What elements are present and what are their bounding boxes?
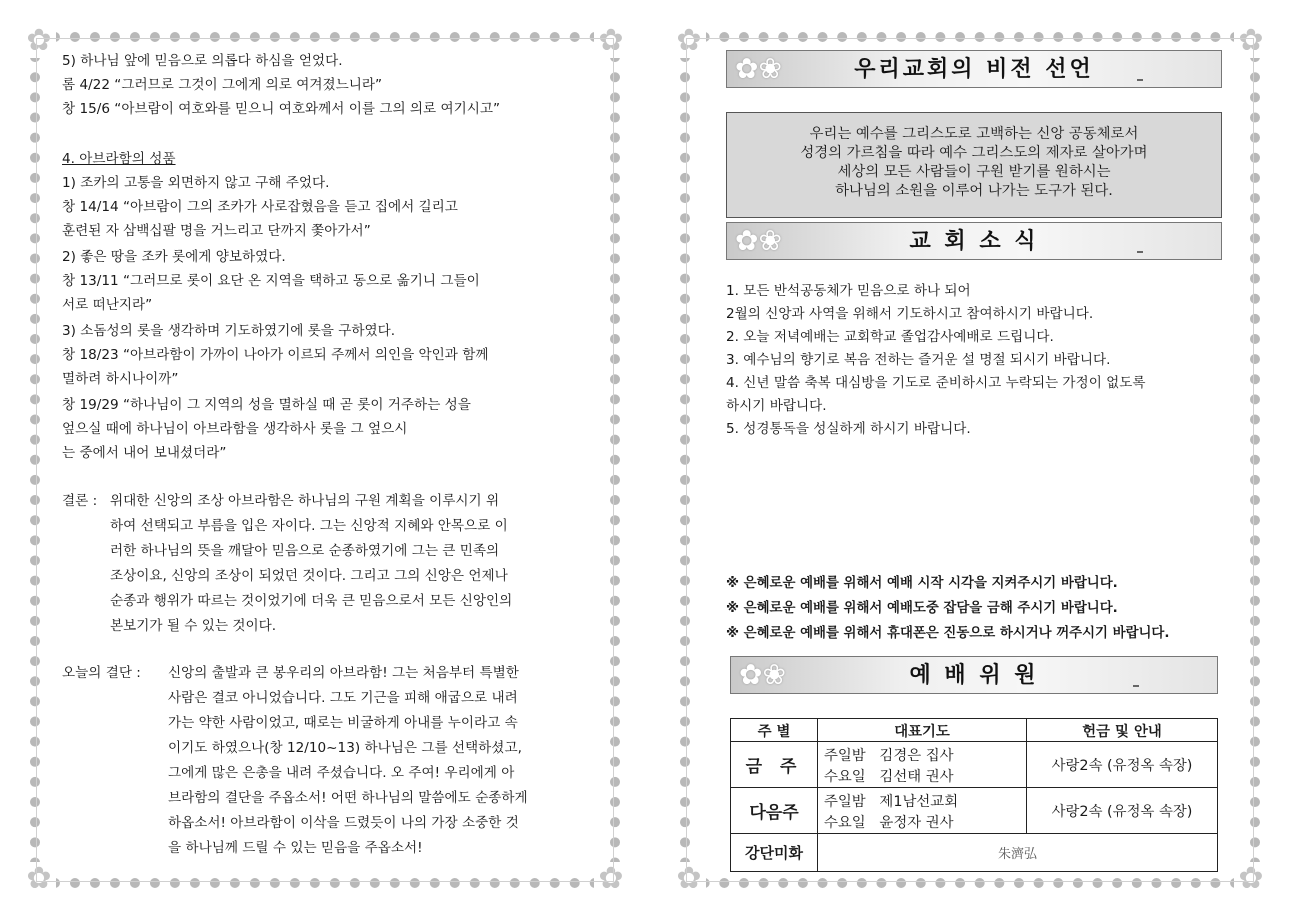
text-line: 서로 떠난지라”	[62, 297, 153, 313]
notice-line: ※ 은혜로운 예배를 위해서 예배 시작 시각을 지켜주시기 바랍니다.	[726, 576, 1118, 591]
decision-line: 그에게 많은 은총을 내려 주셨습니다. 오 주여! 우리에게 아	[168, 765, 515, 781]
table-row	[731, 834, 1218, 872]
text-line: 창 15/6 “아브람이 여호와를 믿으니 여호와께서 이를 그의 의로 여기시고”	[62, 101, 501, 117]
conclusion-line: 본보기가 될 수 있는 것이다.	[110, 618, 277, 634]
news-item: 하시기 바랍니다.	[726, 398, 827, 414]
news-title: 교 회 소 식	[909, 229, 1039, 254]
decision-line: 신앙의 출발과 큰 봉우리의 아브라함! 그는 처음부터 특별한	[168, 665, 519, 681]
news-item: 2월의 신앙과 사역을 위해서 기도하시고 참여하시기 바랍니다.	[726, 306, 1094, 322]
flower-ornament-icon: ✿	[594, 24, 628, 58]
offering-cell: 사랑2속 (유정옥 속장)	[1027, 742, 1218, 788]
decision-line: 사람은 결코 아니었습니다. 그도 기근을 피해 애굽으로 내려	[168, 690, 518, 706]
text-line: 엎으실 때에 하나님이 아브라함을 생각하사 롯을 그 엎으시	[62, 421, 408, 437]
text-line: 롬 4/22 “그러므로 그것이 그에게 의로 여겨졌느니라”	[62, 77, 383, 93]
prayer-line: 주일밤 김경은 집사	[824, 747, 954, 764]
news-item: 3. 예수님의 향기로 복음 전하는 즐거운 설 명절 되시기 바랍니다.	[726, 352, 1111, 368]
conclusion-line: 조상이요, 신앙의 조상이 되었던 것이다. 그리고 그의 신앙은 언제나	[110, 568, 508, 584]
conclusion-line: 위대한 신앙의 조상 아브라함은 하나님의 구원 계획을 이루시기 위	[110, 493, 500, 509]
flower-ornament-icon: ✿	[594, 862, 628, 896]
text-line: 창 13/11 “그러므로 롯이 요단 온 지역을 택하고 동으로 옮기니 그들이	[62, 273, 480, 289]
flower-ornament-icon: ✿	[1234, 862, 1268, 896]
conclusion-line: 하여 선택되고 부름을 입은 자이다. 그는 신앙적 지혜와 안목으로 이	[110, 518, 508, 534]
prayer-line: 수요일 김선태 권사	[824, 768, 954, 785]
prayer-cell	[818, 742, 1027, 788]
daisy-icon: ✿❀	[735, 52, 782, 85]
section-heading: 4. 아브라함의 성품	[62, 151, 176, 167]
vision-statement	[726, 112, 1222, 218]
vision-banner	[726, 50, 1222, 88]
prayer-cell	[818, 788, 1027, 834]
text-line: 창 19/29 “하나님이 그 지역의 성을 멸하실 때 곧 롯이 거주하는 성을	[62, 397, 471, 413]
conclusion-line: 순종과 행위가 따르는 것이었기에 더욱 큰 믿음으로서 모든 신앙인의	[110, 593, 513, 609]
table-row	[731, 742, 1218, 788]
text-line: 훈련된 자 삼백십팔 명을 거느리고 단까지 쫓아가서”	[62, 223, 371, 239]
offering-cell: 사랑2속 (유정옥 속장)	[1027, 788, 1218, 834]
news-item: 2. 오늘 저녁예배는 교회학교 졸업감사예배로 드립니다.	[726, 329, 1054, 345]
text-line: 3) 소돔성의 롯을 생각하며 기도하였기에 롯을 구하였다.	[62, 323, 396, 339]
right-page	[676, 23, 1264, 896]
flower-ornament-icon: ✿	[1234, 24, 1268, 58]
decision-line: 이기도 하였으나(창 12/10~13) 하나님은 그를 선택하셨고,	[168, 740, 522, 756]
column-header: 헌금 및 안내	[1027, 719, 1218, 742]
vision-line: 하나님의 소원을 이루어 나가는 도구가 된다.	[835, 183, 1113, 199]
flower-label-cell: 강단미화	[731, 834, 818, 872]
decision-label: 오늘의 결단 :	[62, 665, 141, 681]
flower-ornament-icon: ✿	[672, 862, 706, 896]
week-cell: 다음주	[731, 788, 818, 834]
flower-ornament-icon: ✿	[22, 862, 56, 896]
prayer-line: 수요일 윤정자 권사	[824, 814, 954, 831]
worship-staff-table	[730, 718, 1218, 872]
news-item: 5. 성경통독을 성실하게 하시기 바랍니다.	[726, 421, 971, 437]
vision-line: 세상의 모든 사람들이 구원 받기를 원하시는	[837, 164, 1111, 180]
text-line: 5) 하나님 앞에 믿음으로 의롭다 하심을 얻었다.	[62, 53, 343, 69]
staff-title: 예 배 위 원	[909, 663, 1039, 688]
flower-ornament-icon: ✿	[672, 24, 706, 58]
daisy-icon: ✿❀	[739, 658, 786, 691]
text-line: 창 18/23 “아브라함이 가까이 나아가 이르되 주께서 의인을 악인과 함께	[62, 347, 489, 363]
text-line: 멸하려 하시나이까”	[62, 371, 179, 387]
decision-line: 브라함의 결단을 주옵소서! 어떤 하나님의 말씀에도 순종하게	[168, 790, 528, 806]
table-header-row	[731, 719, 1218, 742]
staff-banner	[730, 656, 1218, 694]
column-header: 주 별	[731, 719, 818, 742]
conclusion-line: 러한 하나님의 뜻을 깨달아 믿음으로 순종하였기에 그는 큰 민족의	[110, 543, 500, 559]
week-cell: 금 주	[731, 742, 818, 788]
flower-value-cell: 朱濟弘	[818, 834, 1218, 872]
text-line: 1) 조카의 고통을 외면하지 않고 구해 주었다.	[62, 175, 330, 191]
left-page	[26, 23, 624, 896]
text-line: 는 중에서 내어 보내셨더라”	[62, 445, 227, 461]
daisy-icon: ✿❀	[735, 224, 782, 257]
vision-line: 우리는 예수를 그리스도로 고백하는 신앙 공동체로서	[809, 126, 1139, 142]
text-line: 창 14/14 “아브람이 그의 조카가 사로잡혔음을 듣고 집에서 길리고	[62, 199, 458, 215]
prayer-line: 주일밤 제1남선교회	[824, 793, 959, 810]
vision-line: 성경의 가르침을 따라 예수 그리스도의 제자로 살아가며	[800, 145, 1148, 161]
flower-ornament-icon: ✿	[22, 24, 56, 58]
news-item: 1. 모든 반석공동체가 믿음으로 하나 되어	[726, 283, 971, 299]
news-item: 4. 신년 말씀 축복 대심방을 기도로 준비하시고 누락되는 가정이 없도록	[726, 375, 1146, 391]
conclusion-label: 결론 :	[62, 493, 98, 509]
decision-line: 가는 약한 사람이었고, 때로는 비굴하게 아내를 누이라고 속	[168, 715, 518, 731]
column-header: 대표기도	[818, 719, 1027, 742]
notice-line: ※ 은혜로운 예배를 위해서 휴대폰은 진동으로 하시거나 꺼주시기 바랍니다.	[726, 626, 1170, 641]
decision-line: 을 하나님께 드릴 수 있는 믿음을 주옵소서!	[168, 840, 423, 856]
notice-line: ※ 은혜로운 예배를 위해서 예배도중 잡담을 금해 주시기 바랍니다.	[726, 601, 1118, 616]
vision-title: 우리교회의 비전 선언	[854, 57, 1094, 82]
news-banner	[726, 222, 1222, 260]
table-row	[731, 788, 1218, 834]
text-line: 2) 좋은 땅을 조카 롯에게 양보하였다.	[62, 249, 286, 265]
decision-line: 하옵소서! 아브라함이 이삭을 드렸듯이 나의 가장 소중한 것	[168, 815, 519, 831]
